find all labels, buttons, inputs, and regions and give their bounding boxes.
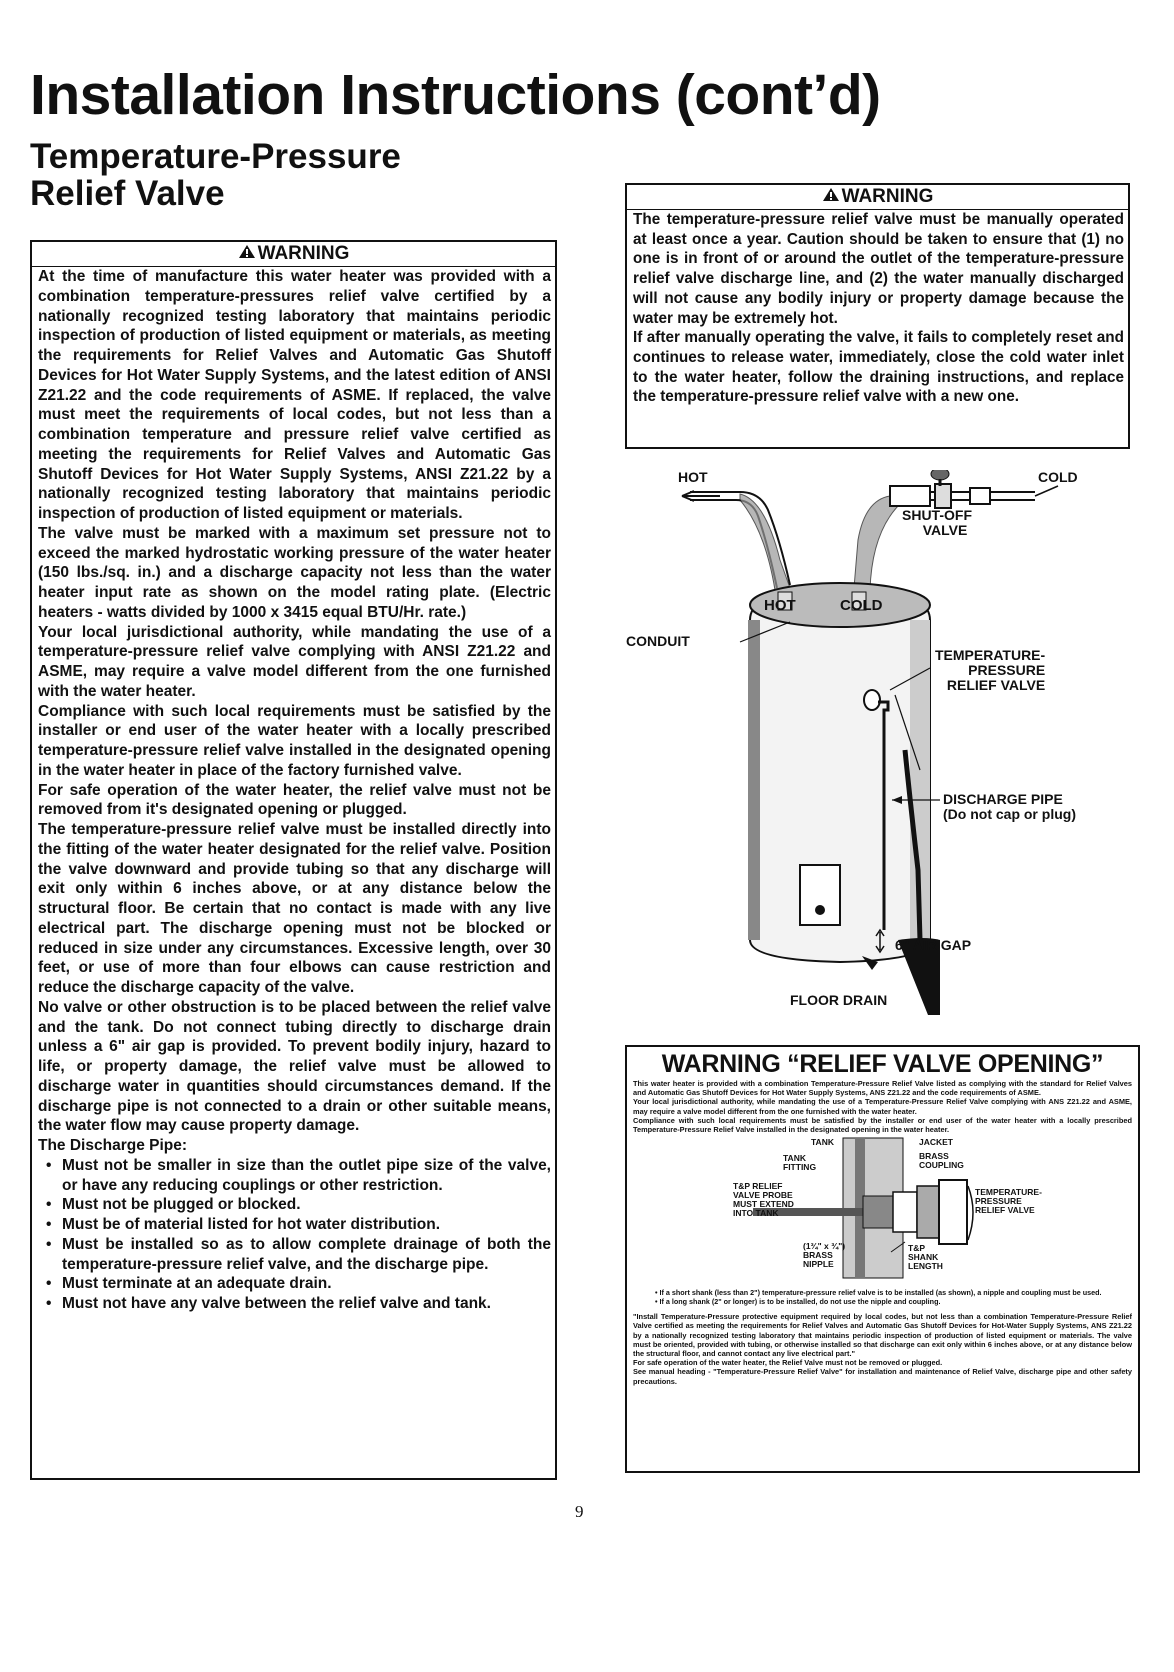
section-title-line-2: Relief Valve: [30, 174, 225, 213]
left-warning-paragraph: Compliance with such local requirements must be satisfied by the installer or end user of the water heater with a locally prescribed temperature-pressure relief valve installed in the designated opening in the water heater in place of the factory furnished valve.: [38, 702, 551, 779]
relief-valve-fitting-diagram: [633, 1136, 1132, 1286]
discharge-pipe-label: DISCHARGE PIPE (Do not cap or plug): [943, 791, 1076, 822]
relief-box-paragraph: This water heater is provided with a combination Temperature-Pressure Relief Valve listed as complying with the standard for Relief Valves and Automatic Gas Shutoff Devices for Hot Water Supply Systems, ANS Z21.22 and the code requirements of ASME.: [633, 1079, 1132, 1098]
relief-box-footer: "Install Temperature-Pressure protective equipment required by local codes, but not less than a combination Temperature-Pressure Relief Valve certified as meeting the requirements for Relief Valves and Automatic Gas Shutoff Devices for Hot-Water Supply Systems, ANS Z21.22 by a nationally recognized testing laboratory that maintains periodic inspection of production of listed equipment or materials. The valve must be oriented, provided with tubing, or otherwise installed so that discharge can exit only within 6 inches above, or at any distance below the structural floor, and cannot contact any live electrical part.": [633, 1312, 1132, 1359]
shutoff-valve-label: SHUT-OFF VALVE: [902, 507, 972, 538]
tp-probe-label: T&P RELIEF VALVE PROBE MUST EXTEND INTO TANK: [733, 1181, 794, 1219]
left-warning-heading: WARNING: [32, 242, 555, 267]
discharge-pipe-list: [38, 1156, 551, 1314]
right-warning-paragraph: The temperature-pressure relief valve must be manually operated at least once a year. Caution should be taken to ensure that (1) no one is in front of or around the outlet of the temperature-pressure relief valve discharge line, and (2) the water manually discharged will not cause any bodily injury or property damage because the water may be extremely hot.: [633, 211, 1124, 327]
section-title: [30, 138, 401, 212]
relief-box-title: WARNING “RELIEF VALVE OPENING”: [661, 1050, 1104, 1078]
tank-label: TANK: [811, 1137, 834, 1148]
list-item: • Must not be plugged or blocked.: [38, 1195, 551, 1215]
shank-note: • If a short shank (less than 2") temperature-pressure relief valve is to be installed (as shown), a nipple and coupling must be used.: [655, 1288, 1102, 1298]
list-item: • Must be installed so as to allow complete drainage of both the temperature-pressure relief valve, and the discharge pipe.: [38, 1235, 551, 1275]
air-gap-label: 6" AIR GAP: [895, 937, 972, 953]
right-warning-box: [625, 183, 1130, 449]
relief-valve-opening-box: [625, 1045, 1140, 1473]
jacket-label: JACKET: [919, 1137, 954, 1148]
conduit-label: CONDUIT: [626, 633, 690, 649]
tp-shank-length-label: T&P SHANK LENGTH: [908, 1243, 943, 1272]
relief-box-paragraph: Your local jurisdictional authority, while mandating the use of a Temperature-Pressure Relief Valve complying with ANS Z21.22 and ASME, may require a valve model different from the one furnished with the water heater.: [633, 1097, 1132, 1116]
tank-cold-label: COLD: [840, 597, 883, 614]
page-number: 9: [575, 1502, 584, 1521]
left-warning-paragraph: Your local jurisdictional authority, while mandating the use of a temperature-pressure relief valve complying with ANSI Z21.22 and ASME, may require a valve model different from the one furnished with the water heater.: [38, 623, 551, 700]
list-item: • Must terminate at an adequate drain.: [38, 1274, 551, 1294]
list-item: • Must not have any valve between the relief valve and tank.: [38, 1294, 551, 1314]
section-title-line-1: Temperature-Pressure: [30, 137, 401, 176]
shank-note: • If a long shank (2" or longer) is to be installed, do not use the nipple and coupling.: [655, 1297, 941, 1307]
right-warning-paragraph: If after manually operating the valve, it fails to completely reset and continues to release water, immediately, close the cold water inlet to the water heater, follow the draining instructions, and replace the temperature-pressure relief valve with a new one.: [633, 329, 1124, 406]
brass-coupling-label: BRASS COUPLING: [919, 1151, 964, 1171]
left-warning-paragraph: At the time of manufacture this water heater was provided with a combination temperature-pressures relief valve certified by a nationally recognized testing laboratory that maintains periodic inspection of production of listed equipment or materials, as meeting the requirements for Relief Valves and Automatic Gas Shutoff Devices for Hot Water Supply Systems, and the latest edition of ANSI Z21.22 and the code requirements of ASME. If replaced, the valve must meet the requirements of local codes, but not less than a combination temperature and pressure relief valve certified as meeting the requirements for Relief Valves and Automatic Gas Shutoff Devices for Hot Water Supply Systems, ANSI Z21.22 by a nationally recognized testing laboratory that maintains periodic inspection of production of listed equipment or materials.: [38, 268, 551, 522]
relief-box-footer: For safe operation of the water heater, the Relief Valve must not be removed or plugged.: [633, 1358, 943, 1368]
warning-triangle-icon: [238, 243, 256, 265]
left-warning-paragraph: The temperature-pressure relief valve must be installed directly into the fitting of the water heater designated for the relief valve. Position the valve downward and provide tubing so that any discharge will exit only within 6 inches above, or at any distance below the structural floor. Be certain that no contact is made with any live electrical part. The discharge opening must not be blocked or reduced in size under any circumstances. Excessive length, over 30 feet, or use of more than four elbows can cause restriction and reduce the discharge capacity of the valve.: [38, 821, 551, 996]
water-heater-diagram: [626, 469, 1140, 1030]
cold-label: COLD: [1038, 469, 1078, 485]
relief-box-footer: See manual heading - "Temperature-Pressure Relief Valve" for installation and maintenance of Relief Valve, discharge pipe and other safety precautions.: [633, 1367, 1132, 1386]
brass-nipple-label: (1¾" x ¾") BRASS NIPPLE: [803, 1241, 846, 1270]
discharge-pipe-heading: The Discharge Pipe:: [38, 1137, 188, 1154]
left-warning-paragraph: For safe operation of the water heater, the relief valve must not be removed from it's designated opening or plugged.: [38, 781, 551, 819]
floor-drain-label: FLOOR DRAIN: [790, 992, 888, 1008]
tank-fitting-label: TANK FITTING: [783, 1153, 817, 1173]
left-warning-paragraph: No valve or other obstruction is to be placed between the relief valve and the tank. Do not connect tubing directly to discharge drain unless a 6" air gap is provided. To prevent bodily injury, hazard to life, or property damage, the relief valve must be allowed to discharge water in quantities should circumstances demand. If the discharge pipe is not connected to a drain or other suitable means, the water flow may cause property damage.: [38, 998, 551, 1135]
right-warning-heading: WARNING: [627, 185, 1128, 210]
left-warning-paragraph: The valve must be marked with a maximum set pressure not to exceed the marked hydrostatic working pressure of the water heater (150 lbs./sq. in.) and a discharge capacity not less than the water heater input rate as shown on the model rating plate. (Electric heaters - watts divided by 1000 x 3415 equal BTU/Hr. rate.): [38, 524, 551, 621]
page-title: Installation Instructions (cont’d): [30, 63, 881, 127]
hot-label: HOT: [678, 469, 708, 485]
tank-hot-label: HOT: [764, 597, 796, 614]
water-heater-illustration: [640, 470, 1140, 1030]
tp-relief-valve-fitting-label: TEMPERATURE- PRESSURE RELIEF VALVE: [975, 1187, 1042, 1216]
tp-relief-valve-label: TEMPERATURE- PRESSURE RELIEF VALVE: [935, 647, 1046, 693]
warning-triangle-icon: [822, 186, 840, 208]
relief-box-paragraph: Compliance with such local requirements must be satisfied by the installer or end user of the water heater with a locally prescribed Temperature-Pressure Relief Valve installed in the designated opening in the water heater.: [633, 1115, 1132, 1135]
list-item: • Must be of material listed for hot water distribution.: [38, 1215, 551, 1235]
fitting-illustration: [633, 1136, 1133, 1286]
left-warning-box: [30, 240, 557, 1480]
list-item: • Must not be smaller in size than the outlet pipe size of the valve, or have any reducing couplings or other restriction.: [38, 1156, 551, 1196]
